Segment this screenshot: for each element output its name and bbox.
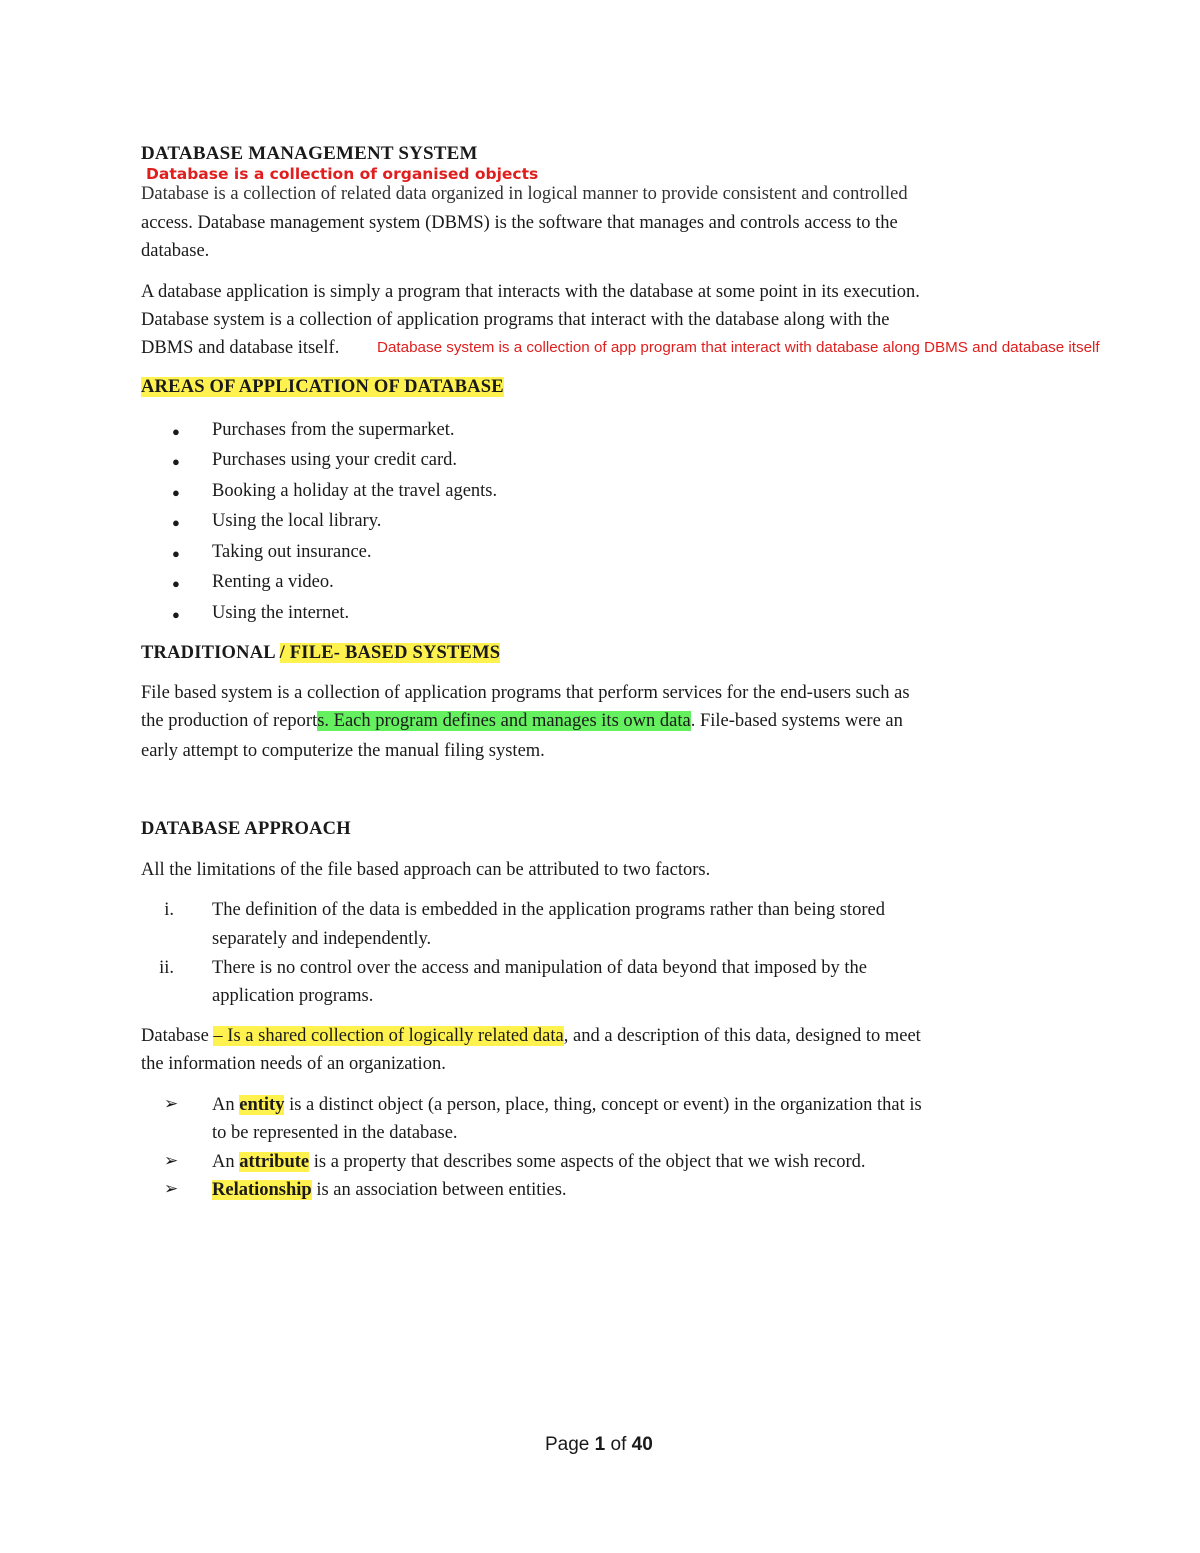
traditional-heading-part1: TRADITIONAL xyxy=(141,643,280,663)
definition-a: Database xyxy=(141,1026,214,1046)
term-pre: An xyxy=(212,1152,240,1172)
list-item: Using the local library. xyxy=(212,511,382,531)
annotation-top: Database is a collection of organised objects xyxy=(146,165,539,183)
list-item: Using the internet. xyxy=(212,603,350,623)
factor-line-2: application programs. xyxy=(212,986,374,1006)
footer-of-word: of xyxy=(605,1434,632,1455)
arrow-bullet-icon: ➢ xyxy=(164,1094,179,1113)
traditional-heading-part2: / FILE- BASED SYSTEMS xyxy=(279,643,501,663)
term-attribute xyxy=(212,1152,866,1173)
bullet-dot-icon: ● xyxy=(172,424,180,439)
factor-number: ii. xyxy=(159,958,174,978)
arrow-bullet-icon: ➢ xyxy=(164,1179,179,1198)
bullet-dot-icon: ● xyxy=(172,485,180,500)
approach-intro: All the limitations of the file based approach can be attributed to two factors. xyxy=(141,860,711,880)
factor-line-2: separately and independently. xyxy=(212,929,432,949)
definition-line-1 xyxy=(141,1026,921,1047)
term-entity-line-2: to be represented in the database. xyxy=(212,1123,458,1143)
file-line-1: File based system is a collection of application programs that perform services for the end-users such as xyxy=(141,683,910,703)
file-line-2-highlight: s. Each program defines and manages its own data xyxy=(317,711,691,731)
list-item: Purchases from the supermarket. xyxy=(212,420,455,440)
annotation-side: Database system is a collection of app program that interact with database along DBMS and database itself xyxy=(377,339,1100,356)
term-highlight: entity xyxy=(239,1095,285,1115)
intro-line-1: Database is a collection of related data organized in logical manner to provide consistent and controlled xyxy=(141,184,908,204)
file-line-2 xyxy=(141,711,903,732)
bullet-dot-icon: ● xyxy=(172,454,180,469)
intro-line-2: access. Database management system (DBMS) is the software that manages and controls access to the xyxy=(141,213,898,233)
definition-line-2: the information needs of an organization. xyxy=(141,1054,446,1074)
list-item: Taking out insurance. xyxy=(212,542,372,562)
term-pre: An xyxy=(212,1095,240,1115)
term-relationship xyxy=(212,1180,567,1201)
list-item: Booking a holiday at the travel agents. xyxy=(212,481,498,501)
app-line-3: DBMS and database itself. xyxy=(141,338,340,358)
file-line-2a: the production of report xyxy=(141,711,318,731)
bullet-dot-icon: ● xyxy=(172,515,180,530)
app-line-1: A database application is simply a program that interacts with the database at some point in its execution. xyxy=(141,282,920,302)
areas-heading-text: AREAS OF APPLICATION OF DATABASE xyxy=(141,377,504,397)
footer-page-total: 40 xyxy=(631,1434,653,1455)
term-post: is an association between entities. xyxy=(311,1180,567,1200)
term-entity xyxy=(212,1095,922,1116)
factor-line-1: There is no control over the access and manipulation of data beyond that imposed by the xyxy=(212,958,868,978)
traditional-heading xyxy=(141,643,500,664)
footer-page-number: 1 xyxy=(594,1434,606,1455)
footer-page-word: Page xyxy=(545,1434,595,1455)
bullet-dot-icon: ● xyxy=(172,607,180,622)
app-line-2: Database system is a collection of application programs that interact with the database along with the xyxy=(141,310,890,330)
arrow-bullet-icon: ➢ xyxy=(164,1151,179,1170)
page-title: DATABASE MANAGEMENT SYSTEM xyxy=(141,143,478,164)
intro-line-3: database. xyxy=(141,241,210,261)
term-highlight: Relationship xyxy=(212,1180,312,1200)
file-line-3: early attempt to computerize the manual filing system. xyxy=(141,741,545,761)
page-footer xyxy=(545,1434,653,1456)
term-post: is a property that describes some aspects of the object that we wish record. xyxy=(309,1152,866,1172)
bullet-dot-icon: ● xyxy=(172,576,180,591)
definition-c: , and a description of this data, designed to meet xyxy=(563,1026,921,1046)
definition-highlight: – Is a shared collection of logically related data xyxy=(213,1026,564,1046)
list-item: Purchases using your credit card. xyxy=(212,450,458,470)
areas-heading xyxy=(141,377,504,398)
factor-number: i. xyxy=(164,900,174,920)
factor-line-1: The definition of the data is embedded in the application programs rather than being stored xyxy=(212,900,885,920)
bullet-dot-icon: ● xyxy=(172,546,180,561)
term-post: is a distinct object (a person, place, thing, concept or event) in the organization that is xyxy=(284,1095,922,1115)
term-highlight: attribute xyxy=(239,1152,310,1172)
approach-heading: DATABASE APPROACH xyxy=(141,819,351,839)
list-item: Renting a video. xyxy=(212,572,334,592)
file-line-2c: . File-based systems were an xyxy=(690,711,903,731)
